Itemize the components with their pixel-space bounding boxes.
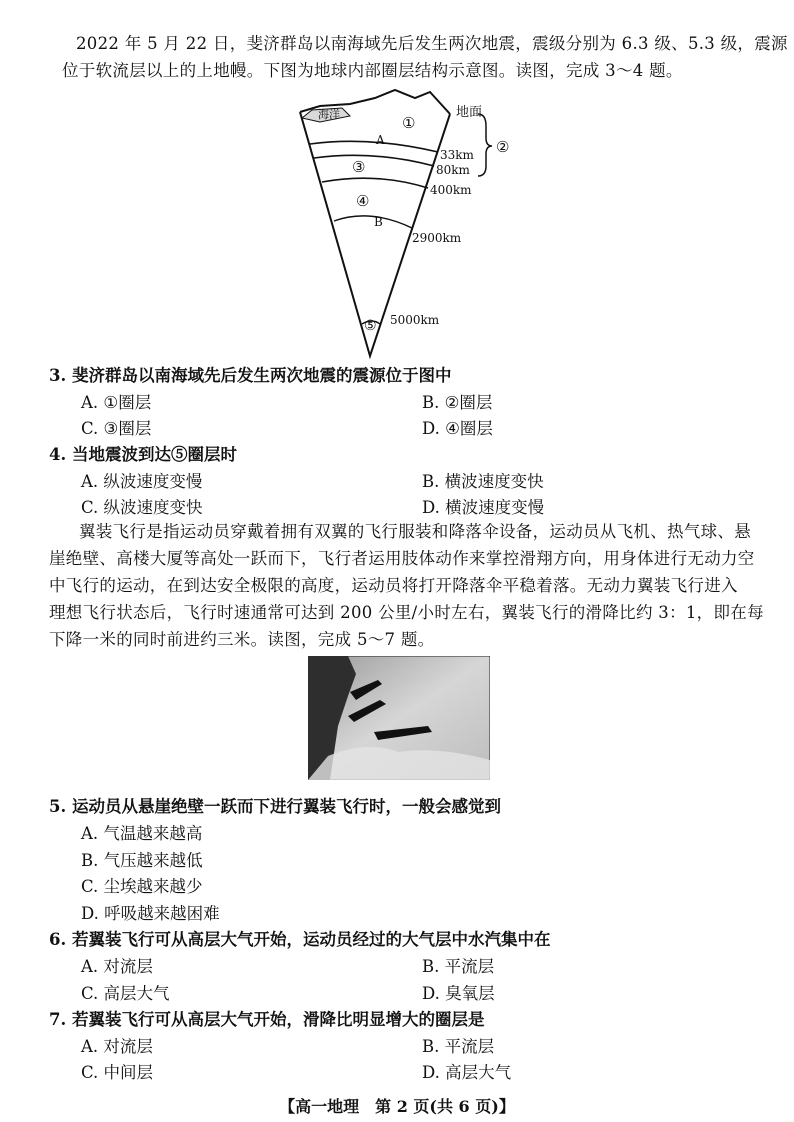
circle-3-label: ③ [352, 158, 366, 176]
question-5-option-b[interactable]: B. 气压越来越低 [81, 851, 203, 870]
question-7-option-c[interactable]: C. 中间层 [81, 1063, 154, 1082]
intro-line: 翼装飞行是指运动员穿戴着拥有双翼的飞行服装和降落伞设备，运动员从飞机、热气球、悬 [79, 522, 751, 541]
question-6-option-d[interactable]: D. 臭氧层 [422, 984, 495, 1003]
page-footer: 【高一地理 第 2 页(共 6 页)】 [279, 1097, 515, 1116]
question-4-stem: 4. 当地震波到达⑤圈层时 [49, 445, 237, 464]
depth-2900km-label: 2900km [412, 231, 462, 245]
question-7-option-b[interactable]: B. 平流层 [422, 1037, 495, 1056]
intro-line: 崖绝壁、高楼大厦等高处一跃而下，飞行者运用肢体动作来掌控滑翔方向，用身体进行无动力空 [49, 549, 755, 568]
boundary-400km [322, 178, 428, 188]
question-5-option-a[interactable]: A. 气温越来越高 [81, 824, 203, 843]
wingsuit-photo [308, 656, 490, 780]
depth-400km-label: 400km [430, 183, 472, 197]
boundary-80km [314, 155, 434, 166]
question-3-option-a[interactable]: A. ①圈层 [81, 393, 152, 412]
circle-2-label: ② [496, 138, 510, 156]
intro-line: 理想飞行状态后，飞行时速通常可达到 200 公里/小时左右，翼装飞行的滑降比约 3：1，即在每 [49, 603, 764, 622]
crust-brace [478, 114, 492, 176]
question-4-option-d[interactable]: D. 横波速度变慢 [422, 498, 545, 517]
question-6-option-b[interactable]: B. 平流层 [422, 957, 495, 976]
intro-line: 下降一米的同时前进约三米。读图，完成 5～7 题。 [49, 630, 435, 649]
depth-33km-label: 33km [440, 148, 474, 162]
question-7-option-d[interactable]: D. 高层大气 [422, 1063, 512, 1082]
earth-interior-diagram [290, 86, 530, 366]
intro-line: 2022 年 5 月 22 日，斐济群岛以南海域先后发生两次地震，震级分别为 6.3 级、5.3 级，震源 [76, 34, 788, 53]
question-3-option-b[interactable]: B. ②圈层 [422, 393, 493, 412]
question-6-option-a[interactable]: A. 对流层 [81, 957, 153, 976]
intro-line: 中飞行的运动，在到达安全极限的高度，运动员将打开降落伞平稳着落。无动力翼装飞行进入 [49, 576, 738, 595]
intro-line: 位于软流层以上的上地幔。下图为地球内部圈层结构示意图。读图，完成 3～4 题。 [62, 61, 683, 80]
circle-4-label: ④ [356, 192, 370, 210]
circle-5-label: ⑤ [364, 318, 377, 334]
label-b: B [374, 215, 383, 229]
circle-1-label: ① [402, 114, 416, 132]
question-5-option-c[interactable]: C. 尘埃越来越少 [81, 877, 203, 896]
question-4-option-a[interactable]: A. 纵波速度变慢 [81, 472, 203, 491]
depth-5000km-label: 5000km [390, 313, 440, 327]
gutenberg-boundary [334, 216, 412, 228]
surface-label: 地面 [456, 105, 483, 120]
question-7-option-a[interactable]: A. 对流层 [81, 1037, 153, 1056]
question-4-option-c[interactable]: C. 纵波速度变快 [81, 498, 203, 517]
intro-paragraph-2 [49, 518, 764, 653]
question-3-option-c[interactable]: C. ③圈层 [81, 419, 152, 438]
question-6-option-c[interactable]: C. 高层大气 [81, 984, 170, 1003]
question-4-option-b[interactable]: B. 横波速度变快 [422, 472, 544, 491]
question-3-option-d[interactable]: D. ④圈层 [422, 419, 493, 438]
intro-paragraph-1 [62, 30, 788, 84]
question-3-stem: 3. 斐济群岛以南海域先后发生两次地震的震源位于图中 [49, 366, 452, 385]
question-5-option-d[interactable]: D. 呼吸越来越困难 [81, 904, 220, 923]
ocean-label: 海洋 [318, 108, 340, 121]
question-5-stem: 5. 运动员从悬崖绝壁一跃而下进行翼装飞行时，一般会感觉到 [49, 797, 501, 816]
question-7-stem: 7. 若翼装飞行可从高层大气开始，滑降比明显增大的圈层是 [49, 1010, 485, 1029]
label-a: A [376, 133, 385, 147]
moho-boundary [310, 141, 438, 152]
depth-80km-label: 80km [436, 163, 470, 177]
question-6-stem: 6. 若翼装飞行可从高层大气开始，运动员经过的大气层中水汽集中在 [49, 930, 551, 949]
